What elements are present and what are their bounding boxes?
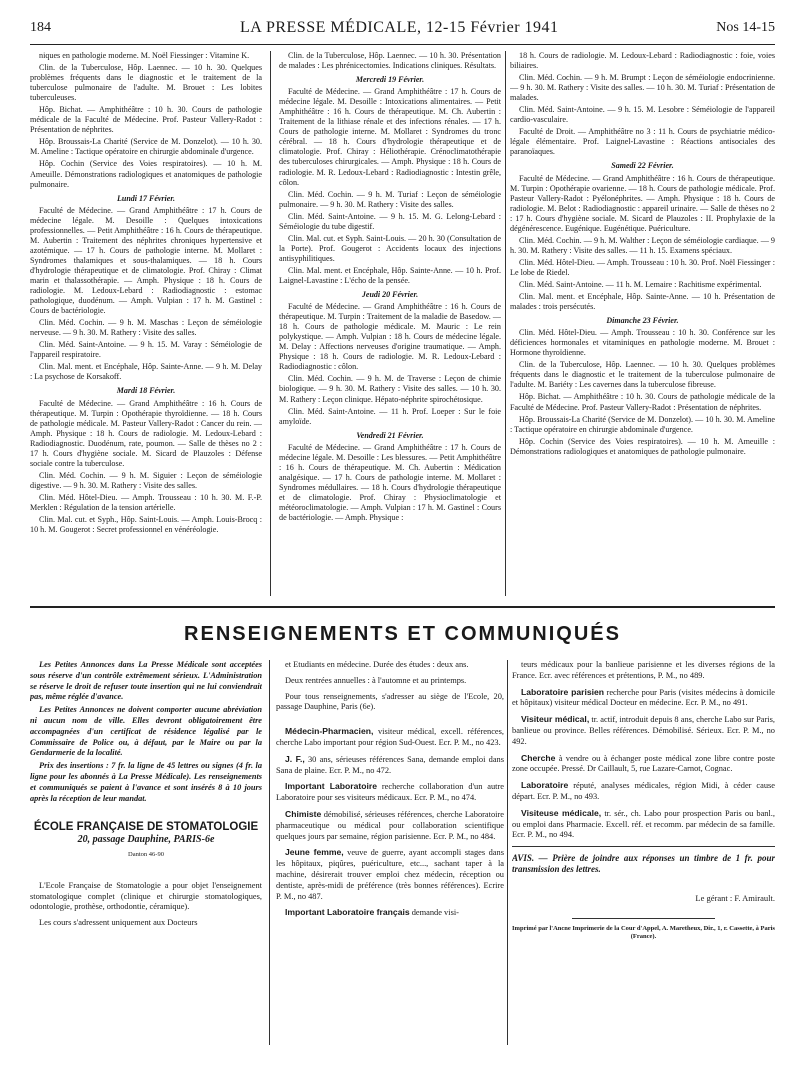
- schedule-entry: Clin. Mal. cut. et Syph., Hôp. Saint-Louis. — Amph. Louis-Brocq : 10 h. M. Gougerot : Secret professionnel en vénéréologie.: [30, 515, 262, 535]
- schedule-entry: Clin. Méd. Hôtel-Dieu. — Amph. Trousseau : 10 h. 30. Conférence sur les déficiences hormonales et vitaminiques en pathologie moderne. M. Brouet : Hormone thyroïdienne.: [510, 328, 775, 358]
- schedule-entry: Faculté de Médecine. — Grand Amphithéâtre : 16 h. Cours de thérapeutique. M. Turpin : Opothérapie thyroïdienne. — 18 h. Cours de pathologie médicale. M. Pasteur Vallery-Radot : Cancer du rein. — Amph. Physique : 18 h. Cours de radiologie. M. Ledoux-Lebard : Radiodiagnostic. Duodénum, rate, poumon. — Salle de thèses no 2 : 17 h. Cours d'hygiène sociale. M. Sicard de Plauzoles : Défense sociale contre la tuberculose.: [30, 398, 262, 468]
- ads-column-2: [276, 660, 504, 924]
- school-paragraph: Pour tous renseignements, s'adresser au siège de l'Ecole, 20, passage Dauphine, Paris (6e).: [276, 691, 504, 712]
- schedule-entry: Clin. Méd. Hôtel-Dieu. — Amph. Trousseau : 10 h. 30. Prof. Noël Fiessinger : Le lobe de Riedel.: [510, 257, 775, 277]
- schedule-column-2: [279, 51, 501, 586]
- conditions-paragraph: Prix des insertions : 7 fr. la ligne de 45 lettres ou signes (4 fr. la ligne pour les abonnés à La Presse Médicale). Les renseignements et communiqués se paient à l'avance et sont insérés 8 à 10 jours après la réception de leur mandat.: [30, 761, 262, 803]
- ad-text: recherche pour Paris (visites médecins à domicile et hôpitaux) visiteur médical Docteur en médecine. Ecr. P. M., no 491.: [512, 687, 775, 708]
- ad-text: visiteur médical, excell. références, cherche Labo important pour région Sud-Ouest. Ecr. P. M., no 423.: [276, 727, 504, 747]
- ads-column-1: [30, 660, 262, 934]
- ad-heading: Laboratoire: [521, 780, 569, 791]
- ad-heading: Jeune femme,: [285, 847, 344, 858]
- schedule-entry: Clin. Mal. ment. et Encéphale, Hôp. Sainte-Anne. — 10 h. Présentation de malades : trois persécutés.: [510, 292, 775, 312]
- classified-ad: [512, 687, 775, 710]
- classified-ad: [276, 781, 504, 804]
- schedule-entry: niques en pathologie moderne. M. Noël Fiessinger : Vitamine K.: [39, 51, 250, 60]
- printer-line: Imprimé par l'Ancne Imprimerie de la Cour d'Appel, A. Maretheux, Dir., 1, r. Cassette, à Paris (France).: [512, 924, 775, 940]
- ad-text: tr. actif, introduit depuis 8 ans, cherche Labo sur Paris, banlieue ou province. Belles références. Démobilisé. Sérieux. Ecr. P. M., no 492.: [512, 715, 775, 746]
- column-divider: [505, 51, 506, 596]
- school-title: ÉCOLE FRANÇAISE DE STOMATOLOGIE: [33, 821, 259, 834]
- schedule-entry: Hôp. Cochin (Service des Voies respiratoires). — 10 h. M. Ameuille : Démonstrations radiologiques et anatomiques de pathologie pulmonaire.: [510, 436, 775, 456]
- ad-heading: Visiteur médical,: [521, 714, 590, 725]
- schedule-entry: Hôp. Cochin (Service des Voies respiratoires). — 10 h. M. Ameuille. Démonstrations radiologiques et anatomiques de pathologie pulmonaire.: [30, 159, 262, 189]
- notice: AVIS. — Prière de joindre aux réponses un timbre de 1 fr. pour transmission des lettres.: [512, 853, 775, 875]
- school-paragraph: L'Ecole Française de Stomatologie a pour objet l'enseignement stomatologique complet (clinique et chirurgie stomatologiques, odontologie, prothèse, orthodontie, céramique).: [30, 880, 262, 912]
- schedule-entry: Clin. Méd. Hôtel-Dieu. — Amph. Trousseau : 10 h. 30. M. F.-P. Merklen : Régulation de la tension artérielle.: [30, 492, 262, 512]
- journal-title: LA PRESSE MÉDICALE, 12-15 Février 1941: [240, 19, 559, 36]
- ad-heading: Chimiste: [285, 808, 322, 819]
- ad-text: tr. sér., ch. Labo pour prospection Paris ou banl., ou emploi dans Pharmacie. Excell. réf. et recomm. par médecin de sa famille. Ecr. P. M., no 494.: [512, 808, 775, 840]
- ad-continuation: teurs médicaux pour la banlieue parisienne et les diverses régions de la France. Ecr. avec références et prétentions, P. M., no 489.: [512, 660, 775, 680]
- ads-conditions: [30, 660, 262, 804]
- schedule-entry: Clin. Méd. Saint-Antoine. — 9 h. 15. M. Lesobre : Séméiologie de l'appareil cardio-vasculaire.: [510, 105, 775, 125]
- schedule-entry: Clin. Méd. Cochin. — 9 h. M. Brumpt : Leçon de séméiologie endocrinienne. — 9 h. 30. M. Rathery : Visite des salles. — 10 h. 30. M. Turiaf : Présentation de malades.: [510, 73, 775, 103]
- classified-ad: [276, 754, 504, 777]
- day-heading: Mercredi 19 Février.: [355, 75, 425, 85]
- day-heading: Dimanche 23 Février.: [606, 316, 679, 326]
- ad-text: veuve de guerre, ayant accompli stages dans les hôpitaux, piqûres, puériculture, etc..., sachant taper à la machine, désirerait trouver emploi chez médecin, réception ou dentiste, après-midi de préférence (très bonnes références). Ecrire P. M., no 487.: [276, 848, 504, 901]
- schedule-entry: Clin. de la Tuberculose, Hôp. Laennec. — 10 h. 30. Présentation de malades : Les phrénicectomies. Indications cliniques. Résultats.: [279, 51, 501, 71]
- page-header: [30, 20, 775, 45]
- ad-heading: Médecin-Pharmacien,: [285, 726, 374, 737]
- schedule-entry: Faculté de Médecine. — Grand Amphithéâtre : 17 h. Cours de médecine légale. M. Desoille : Les blessures. — Petit Amphithéâtre : 16 h. Cours de thérapeutique. M. Ch. Aubertin : Médication analgésique. — 17 h. Cours de pathologie interne. M. Mollaret : Syndromes médullaires. — 18 h. Cours d'hydrologie thérapeutique et de climatologie. Prof. Chiray : Physioclimatologie et météoroclimatologie. — Amph. Vulpian : 17 h. M. Gastinel : Cours de bactériologie. — Amph. Physique :: [279, 442, 501, 523]
- ad-heading: J. F.,: [285, 753, 305, 764]
- schedule-entry: Clin. Méd. Saint-Antoine. — 9 h. 15. M. G. Lelong-Lebard : Séméiologie du tube digestif.: [279, 211, 501, 231]
- schedule-entry: Clin. de la Tuberculose, Hôp. Laennec. — 10 h. 30. Quelques problèmes fréquents dans le diagnostic et le traitement de la tuberculose pulmonaire de l'adulte. M. Brouet : Les lobites tuberculeuses.: [30, 63, 262, 103]
- classified-ad: [276, 907, 504, 919]
- ad-heading: Laboratoire parisien: [521, 686, 605, 697]
- schedule-entry: Clin. Méd. Cochin. — 9 h. M. Siguier : Leçon de séméiologie digestive. — 9 h. 30. M. Rathery : Visite des salles.: [30, 470, 262, 490]
- schedule-entry: Faculté de Médecine. — Grand Amphithéâtre : 17 h. Cours de médecine légale. M. Desoille : Quelques intoxications professionnelles. — Petit Amphithéâtre : 16 h. Cours de thérapeutique. M. Aubertin : Traitement des néphrites chroniques hypertensive et azotémique. — 17 h. Cours de pathologie interne. M. Mollaret : Syndromes thalamiques et sous-thalamiques. — 18 h. Cours d'hydrologie thérapeutique et de climatologie. Prof. Chiray : Climat marin et thalassothérapie. — Amph. Physique : 18 h. Cours de radiologie. M. Ledoux-Lebard : Radiodiagnostic : estomac pathologique, duodénum. — Amph. Vulpian : 17 h. M. Gastinel : Cours de bactériologie.: [30, 205, 262, 316]
- school-paragraph: Deux rentrées annuelles : à l'automne et au printemps.: [285, 675, 467, 685]
- school-paragraph: Les cours s'adressent uniquement aux Docteurs: [39, 918, 198, 928]
- day-heading: Vendredi 21 Février.: [356, 430, 424, 440]
- classified-ad: [512, 808, 775, 841]
- schedule-entry: Hôp. Broussais-La Charité (Service de M. Donzelot). — 10 h. 30. M. Ameline : Tactique opératoire en chirurgie abdominale d'urgence.: [510, 414, 775, 434]
- column-divider: [269, 660, 270, 1045]
- classified-ad: [276, 847, 504, 902]
- ad-text: demande visi-: [409, 908, 459, 918]
- schedule-entry: Hôp. Broussais-La Charité (Service de M. Donzelot). — 10 h. 30. M. Ameline : Tactique opératoire en chirurgie abdominale d'urgence.: [30, 137, 262, 157]
- ad-heading: Visiteuse médicale,: [521, 807, 602, 818]
- school-address: 20, passage Dauphine, PARIS-6e: [77, 834, 215, 846]
- manager-signature: Le gérant : F. Amirault.: [695, 893, 775, 904]
- conditions-paragraph: Les Petites Annonces ne doivent comporter aucune abréviation ni aucun nom de ville. Elles devront obligatoirement être accompagnées d'un certificat de résidence légalisé par le Commissaire de Police ou, à défaut, par le Maire ou par la Gendarmerie de la localité.: [30, 705, 262, 758]
- ad-heading: Cherche: [521, 752, 556, 763]
- schedule-entry: Clin. Méd. Saint-Antoine. — 11 h. Prof. Loeper : Sur le foie amyloïde.: [279, 406, 501, 426]
- schedule-entry: Clin. Mal. ment. et Encéphale, Hôp. Sainte-Anne. — 9 h. M. Delay : La psychose de Korsakoff.: [30, 362, 262, 382]
- school-paragraph: et Etudiants en médecine. Durée des études : deux ans.: [285, 660, 469, 669]
- classified-ad: [512, 780, 775, 803]
- schedule-entry: Faculté de Médecine. — Grand Amphithéâtre : 16 h. Cours de thérapeutique. M. Turpin : Traitement de la maladie de Basedow. — 18 h. Cours de pathologie médicale. M. Mauric : Le rein polykystique. — Amph. Vulpian : 18 h. Cours de médecine légale. M. Delay : Affections nerveuses d'origine traumatique. — Amph. Physique : 18 h. Cours de radiologie. M. R. Ledoux-Lebard : Radiodiagnostic : côlon.: [279, 302, 501, 372]
- issue-number: Nos 14-15: [716, 20, 775, 35]
- schedule-column-1: [30, 51, 262, 586]
- schedule-entry: Faculté de Médecine. — Grand Amphithéâtre : 16 h. Cours de thérapeutique. M. Turpin : Opothérapie ovarienne. — 18 h. Cours de pathologie médicale. Prof. Pasteur Vallery-Radot : Pyélonéphrites. — Amph. Physique : 18 h. Cours de radiologie. M. Belot : Radiodiagnostic : appareil urinaire. — Salle de thèses no 2 : 17 h. Cours d'hygiène sociale. M. Sicard de Plauzoles : II. Prophylaxie de la dégénérescence. Eugénique. Eugénétique. Puériculture.: [510, 173, 775, 233]
- conditions-paragraph: Les Petites Annonces dans La Presse Médicale sont acceptées sous réserve d'un contrôle extrêmement sérieux. L'Administration se réserve le droit de refuser toute insertion qui ne lui conviendrait pas, même réglée d'avance.: [30, 660, 262, 702]
- schedule-entry: Clin. Méd. Cochin. — 9 h. M. Maschas : Leçon de séméiologie nerveuse. — 9 h. 30. M. Rathery : Visite des salles.: [30, 318, 262, 338]
- schedule-entry: Clin. Méd. Cochin. — 9 h. M. Turiaf : Leçon de séméiologie pulmonaire. — 9 h. 30. M. Rathery : Visite des salles.: [279, 189, 501, 209]
- schedule-entry: Faculté de Médecine. — Grand Amphithéâtre : 17 h. Cours de médecine légale. M. Desoille : Intoxications alimentaires. — Petit Amphithéâtre : 16 h. Cours de thérapeutique. M. Ch. Aubertin : Traitement de la lithiase rénale et des infections rénales. — 17 h. Cours de pathologie interne. M. Mollaret : Syndromes du tronc cérébral. — 18 h. Cours d'hydrologie thérapeutique et de climatologie. Prof. Chiray : Héliothérapie. Crénoclimatothérapie des tuberculoses chirurgicales. — Amph. Physique : 18 h. Cours de radiologie. M. R. Ledoux-Lebard : Radiodiagnostic : Intestin grêle, côlon.: [279, 87, 501, 187]
- schedule-entry: Clin. Méd. Saint-Antoine. — 11 h. M. Lemaire : Rachitisme expérimental.: [519, 279, 762, 289]
- day-heading: Mardi 18 Février.: [116, 386, 176, 396]
- column-divider: [270, 51, 271, 596]
- ad-text: démobilisé, sérieuses références, cherche Laboratoire pharmaceutique ou médical pour collaboration scientifique quelques jours par semaine, région parisienne. Ecr. P. M., no 484.: [276, 809, 504, 841]
- schedule-entry: Hôp. Bichat. — Amphithéâtre : 10 h. 30. Cours de pathologie médicale de la Faculté de Médecine. Prof. Pasteur Vallery-Radot : Présentation de néphrites.: [30, 105, 262, 135]
- school-phone: Danton 46-90: [128, 850, 164, 858]
- schedule-entry: Clin. Mal. ment. et Encéphale, Hôp. Sainte-Anne. — 10 h. Prof. Laignel-Lavastine : L'écho de la pensée.: [279, 265, 501, 285]
- schedule-entry: Hôp. Bichat. — Amphithéâtre : 10 h. 30. Cours de pathologie médicale de la Faculté de Médecine. Prof. Pasteur Vallery-Radot : Présentation de néphrites.: [510, 392, 775, 412]
- classified-ads: [276, 726, 504, 919]
- ad-heading: Important Laboratoire français: [285, 907, 410, 918]
- classified-ad: [512, 753, 775, 776]
- day-heading: Lundi 17 Février.: [116, 193, 175, 203]
- schedule-entry: Clin. Méd. Cochin. — 9 h. M. Walther : Leçon de séméiologie cardiaque. — 9 h. 30. M. Rathery : Visite des salles. — 11 h. 15. Examens spéciaux.: [510, 235, 775, 255]
- section-rule: [30, 606, 775, 608]
- day-heading: Jeudi 20 Février.: [361, 290, 419, 300]
- schedule-column-3: [510, 51, 775, 596]
- classified-ad: [512, 714, 775, 747]
- page-number: 184: [30, 20, 51, 35]
- ad-text: 30 ans, sérieuses références Sana, demande emploi dans Sana de plaine. Ecr. P. M., no 472.: [276, 754, 504, 775]
- classified-ad: [276, 726, 504, 749]
- schedule-entry: 18 h. Cours de radiologie. M. Ledoux-Lebard : Radiodiagnostic : foie, voies biliaires.: [510, 51, 775, 71]
- schedule-entry: Clin. Mal. cut. et Syph. Saint-Louis. — 20 h. 30 (Consultation de la Porte). Prof. Gougerot : Accidents locaux des injections antisyphilitiques.: [279, 233, 501, 263]
- schedule-entry: Clin. Méd. Cochin. — 9 h. M. de Traverse : Leçon de chimie biologique. — 9 h. 30. M. Rathery : Visite des salles. — 10 h. 30. M. Rathery : Leçon clinique. Hépato-néphrite spirochétosique.: [279, 374, 501, 404]
- classified-ads: [512, 687, 775, 842]
- day-heading: Samedi 22 Février.: [611, 161, 674, 171]
- section-title: RENSEIGNEMENTS ET COMMUNIQUÉS: [184, 623, 621, 645]
- schedule-entry: Clin. Méd. Saint-Antoine. — 9 h. 15. M. Varay : Séméiologie de l'appareil respiratoire.: [30, 340, 262, 360]
- ad-heading: Important Laboratoire: [285, 781, 378, 792]
- schedule-entry: Faculté de Droit. — Amphithéâtre no 3 : 11 h. Cours de psychiatrie médico-légale élémentaire. Prof. Laignel-Lavastine : Réactions antisociales des paranoïaques.: [510, 127, 775, 157]
- ad-text: recherche collaboration d'un autre Laboratoire pour ses visiteurs médicaux. Ecr. P. M., no 474.: [276, 782, 504, 803]
- schedule-entry: Clin. de la Tuberculose, Hôp. Laennec. — 10 h. 30. Quelques problèmes fréquents dans le diagnostic et le traitement de la tuberculose pulmonaire de l'adulte. M. Bariéty : Les cavernes dans la tuberculose fibreuse.: [510, 360, 775, 390]
- column-divider: [507, 660, 508, 1045]
- ad-text: à vendre ou à échanger poste médical zone libre contre poste zone occupée. Pressé. Dr Caillault, 5, rue Lazare-Carnot, Cognac.: [512, 753, 775, 774]
- ad-text: réputé, analyses médicales, région Midi, à céder cause départ. Ecr. P. M., no 493.: [512, 781, 775, 801]
- classified-ad: [276, 809, 504, 842]
- ads-column-3: [512, 660, 775, 941]
